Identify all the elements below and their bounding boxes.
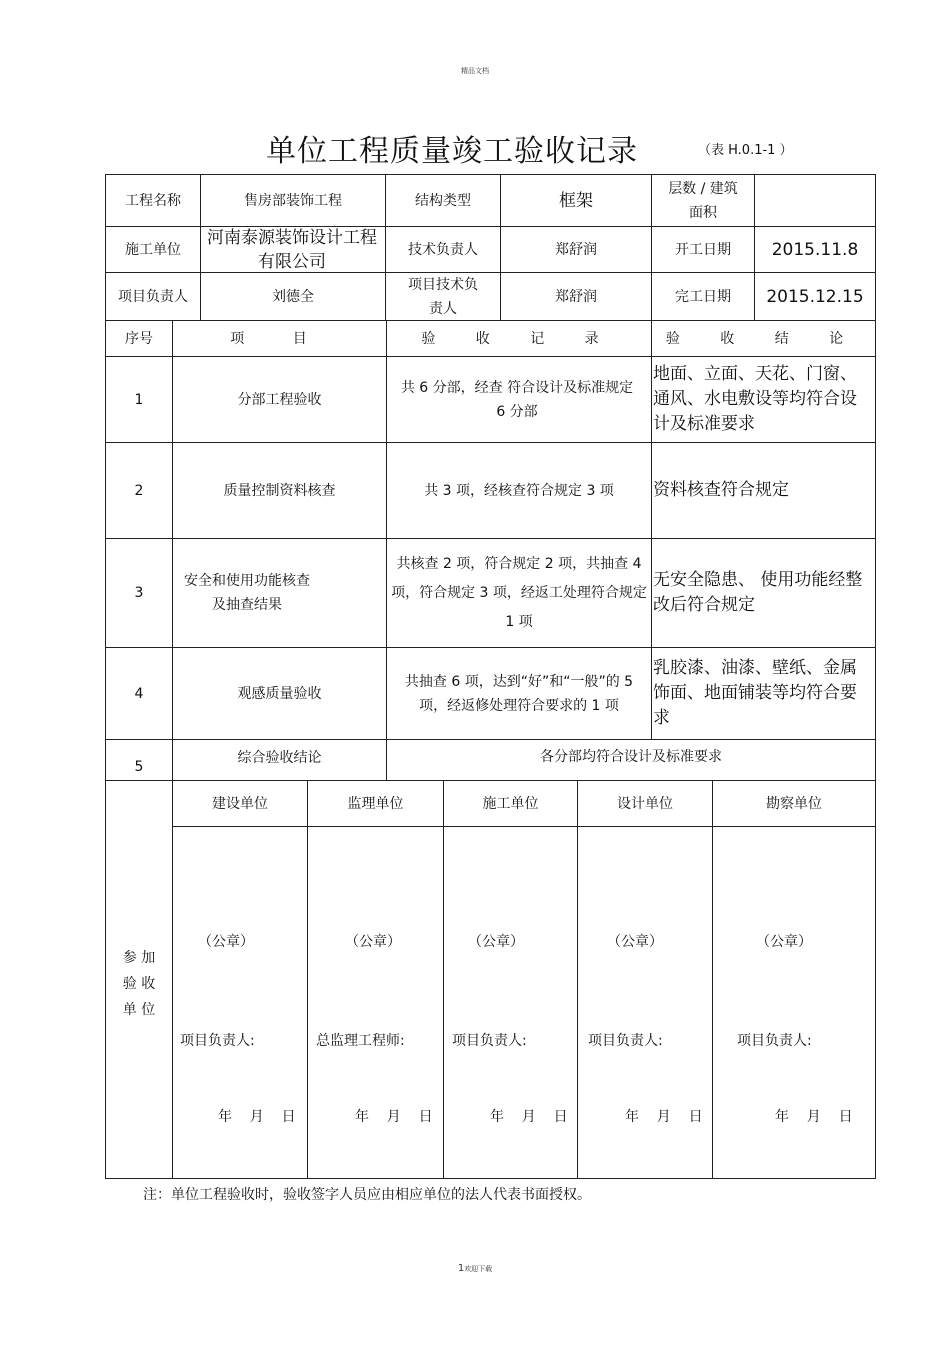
- col-line: [651, 320, 652, 739]
- row-no: 2: [134, 482, 144, 499]
- contractor-label: 施工单位: [125, 241, 181, 258]
- participants-label: 参 加 验 收 单 位: [122, 950, 156, 1018]
- row-record: 共核查 2 项，符合规定 2 项，共抽查 4 项，符合规定 3 项，经返工处理符合规定 1 项: [391, 555, 647, 630]
- authorization-note: 注：单位工程验收时，验收签字人员应由相应单位的法人代表书面授权。: [143, 1187, 591, 1203]
- seal-placeholder: （公章）: [345, 934, 401, 950]
- col-header-item: 项 目: [230, 330, 329, 347]
- col-line: [386, 320, 387, 780]
- footer-text: 欢迎下载: [464, 1265, 493, 1273]
- row-record: 共抽查 6 项，达到“好”和“一般”的 5 项，经返修处理符合要求的 1 项: [404, 673, 634, 714]
- page-number: 1: [457, 1263, 465, 1274]
- row-record: 共 6 分部，经查 符合设计及标准规定 6 分部: [400, 379, 634, 420]
- unit-name: 勘察单位: [766, 795, 822, 812]
- row-item: 观感质量验收: [237, 685, 322, 702]
- manager-label: 项目负责人: [118, 288, 188, 305]
- tech-lead-name: 郑舒润: [555, 241, 597, 258]
- row-conclusion: 地面、立面、天花、门窗、通风、水电敷设等均符合设计及标准要求: [653, 364, 857, 434]
- seal-placeholder: （公章）: [468, 934, 524, 950]
- col-header-conclusion: 验 收 结 论: [665, 330, 862, 347]
- row-record: 各分部均符合设计及标准要求: [540, 749, 722, 765]
- row-item: 安全和使用功能核查及抽查结果: [184, 573, 310, 613]
- signer-label: 项目负责人:: [588, 1033, 663, 1049]
- row-record: 共 3 项，经核查符合规定 3 项: [424, 482, 614, 499]
- col-line: [443, 780, 444, 1178]
- start-date-label: 开工日期: [675, 241, 731, 258]
- start-date: 2015.11.8: [771, 239, 859, 260]
- row-conclusion: 资料核查符合规定: [653, 480, 789, 500]
- sign-date: 年 月 日: [775, 1109, 853, 1125]
- seal-placeholder: （公章）: [756, 934, 812, 950]
- sign-date: 年 月 日: [355, 1109, 433, 1125]
- sign-date: 年 月 日: [218, 1109, 296, 1125]
- signer-label: 项目负责人:: [452, 1033, 527, 1049]
- signer-label: 项目负责人:: [737, 1033, 812, 1049]
- unit-name: 建设单位: [212, 795, 268, 812]
- col-line: [577, 780, 578, 1178]
- col-header-record: 验 收 记 录: [421, 330, 617, 347]
- row-no: 4: [134, 685, 144, 702]
- finish-date-label: 完工日期: [675, 288, 731, 305]
- row-item: 质量控制资料核查: [223, 482, 336, 499]
- page-footer: [0, 1263, 950, 1274]
- finish-date: 2015.12.15: [766, 286, 864, 307]
- sign-date: 年 月 日: [625, 1109, 703, 1125]
- structure-label: 结构类型: [415, 192, 471, 209]
- signer-label: 总监理工程师:: [316, 1033, 405, 1049]
- unit-name: 设计单位: [617, 795, 673, 812]
- unit-name: 施工单位: [482, 795, 539, 812]
- tech-lead-label: 技术负责人: [408, 241, 478, 258]
- table-border-right: [875, 174, 876, 1179]
- row-conclusion: 无安全隐患、 使用功能经整改后符合规定: [653, 570, 863, 615]
- row-no: 1: [134, 391, 144, 408]
- project-name-label: 工程名称: [125, 192, 181, 209]
- row-item: 分部工程验收: [237, 391, 322, 408]
- col-line: [712, 780, 713, 1178]
- floors-area-value: [755, 175, 875, 226]
- unit-name: 监理单位: [347, 795, 404, 812]
- row-line: [172, 826, 875, 827]
- row-no: 3: [134, 585, 144, 601]
- row-item: 综合验收结论: [237, 750, 322, 766]
- row-conclusion: 乳胶漆、油漆、壁纸、金属饰面、地面铺装等均符合要求: [653, 658, 857, 728]
- project-tech-label: 项目技术负责人: [408, 276, 478, 317]
- seal-placeholder: （公章）: [607, 934, 663, 950]
- col-header-no: 序号: [125, 330, 153, 347]
- project-tech-name: 郑舒润: [555, 288, 597, 305]
- row-no: 5: [134, 759, 144, 775]
- floors-area-label: 层数 / 建筑面积: [668, 180, 738, 221]
- manager-name: 刘德全: [272, 288, 314, 305]
- table-border-bottom: [105, 1178, 875, 1179]
- table-number: （表 H.0.1-1 ）: [698, 143, 793, 158]
- top-watermark: 精品文档: [461, 67, 489, 75]
- contractor-name: 河南泰源装饰设计工程有限公司: [207, 227, 377, 272]
- project-name: 售房部装饰工程: [244, 192, 342, 209]
- structure-type: 框架: [559, 190, 593, 211]
- sign-date: 年 月 日: [490, 1109, 568, 1125]
- signer-label: 项目负责人:: [180, 1033, 255, 1049]
- col-line: [307, 780, 308, 1178]
- document-title: 单位工程质量竣工验收记录: [266, 134, 638, 169]
- seal-placeholder: （公章）: [198, 934, 254, 950]
